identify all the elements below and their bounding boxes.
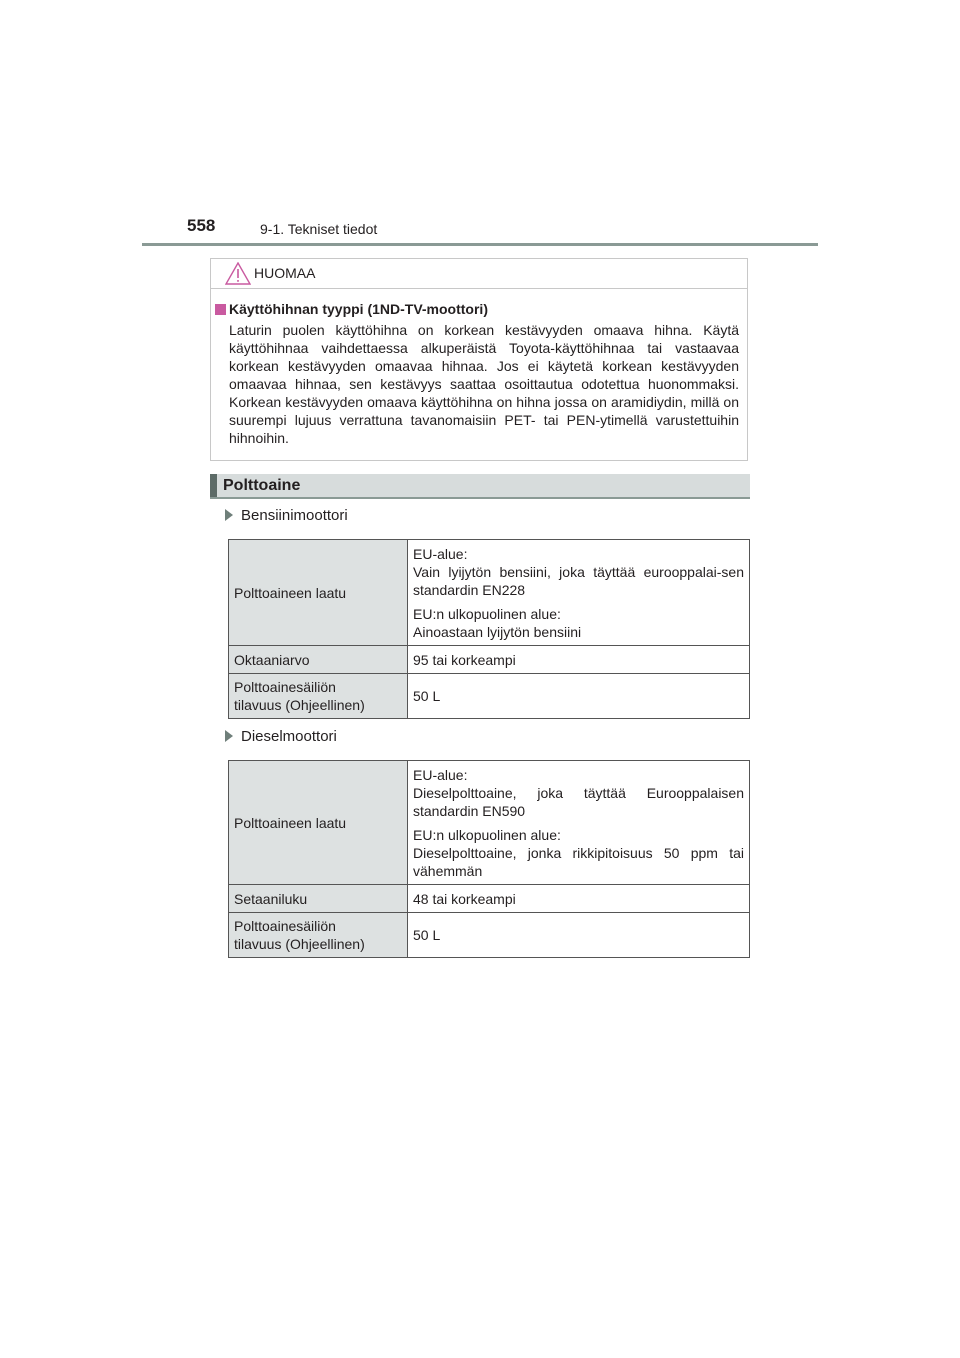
value-non-eu: EU:n ulkopuolinen alue: Dieselpolttoaine, jonka rikkipitoisuus 50 ppm tai vähemmän <box>413 826 744 879</box>
table-row <box>229 646 750 674</box>
row-value: 50 L <box>408 674 750 719</box>
warning-triangle-icon <box>225 262 251 285</box>
section-title: Polttoaine <box>223 477 301 494</box>
row-value <box>408 540 750 646</box>
table-row <box>229 540 750 646</box>
value-non-eu: EU:n ulkopuolinen alue: Ainoastaan lyijytön bensiini <box>413 605 582 640</box>
table-row <box>229 761 750 885</box>
notice-subheading <box>215 301 488 317</box>
section-bar-accent <box>210 474 217 497</box>
notice-header <box>211 259 747 289</box>
notice-box <box>210 258 748 461</box>
value-eu: EU-alue: Vain lyijytön bensiini, joka täyttää eurooppalai-sen standardin EN228 <box>413 545 744 598</box>
diesel-heading <box>225 728 337 745</box>
diesel-heading-text: Dieselmoottori <box>241 728 337 745</box>
value-eu: EU-alue: Dieselpolttoaine, joka täyttää Eurooppalaisen standardin EN590 <box>413 766 744 819</box>
diesel-spec-table <box>228 760 750 958</box>
petrol-heading <box>225 507 348 524</box>
triangle-bullet-icon <box>225 730 233 742</box>
table-row <box>229 913 750 958</box>
petrol-spec-table <box>228 539 750 719</box>
row-label: Polttoainesäiliön tilavuus (Ohjeellinen) <box>229 913 408 958</box>
table-row <box>229 885 750 913</box>
notice-subheading-text: Käyttöhihnan tyyppi (1ND-TV-moottori) <box>229 301 488 317</box>
table-row <box>229 674 750 719</box>
section-header <box>210 474 750 499</box>
square-bullet-icon <box>215 304 226 315</box>
row-value: 95 tai korkeampi <box>408 646 750 674</box>
notice-body: Laturin puolen käyttöhihna on korkean kestävyyden omaava hihna. Käytä käyttöhihnaa vaihdettaessa alkuperäistä Toyota-käyttöhihnaa tai vastaavaa korkean kestävyyden omaavaa hihnaa. Jos ei käytetä korkean kestävyyden omaavaa hihnaa, sen kestävyys saattaa osoittautua odotettua huonommaksi. Korkean kestävyyden omaava käyttöhihna on hihna jossa on aramidiydin, millä on suurempi lujuus verrattuna tavanomaisiin PET- tai PEN-ytimellä varustettuihin hihnoihin. <box>229 322 739 446</box>
triangle-bullet-icon <box>225 509 233 521</box>
row-label: Polttoainesäiliön tilavuus (Ohjeellinen) <box>229 674 408 719</box>
section-reference: 9-1. Tekniset tiedot <box>260 221 378 237</box>
row-value: 50 L <box>408 913 750 958</box>
page-number: 558 <box>187 216 216 235</box>
row-label: Polttoaineen laatu <box>229 761 408 885</box>
row-value <box>408 761 750 885</box>
row-value: 48 tai korkeampi <box>408 885 750 913</box>
petrol-heading-text: Bensiinimoottori <box>241 507 348 524</box>
row-label: Setaaniluku <box>229 885 408 913</box>
header-rule <box>142 243 818 246</box>
notice-title: HUOMAA <box>254 265 316 281</box>
row-label: Oktaaniarvo <box>229 646 408 674</box>
row-label: Polttoaineen laatu <box>229 540 408 646</box>
